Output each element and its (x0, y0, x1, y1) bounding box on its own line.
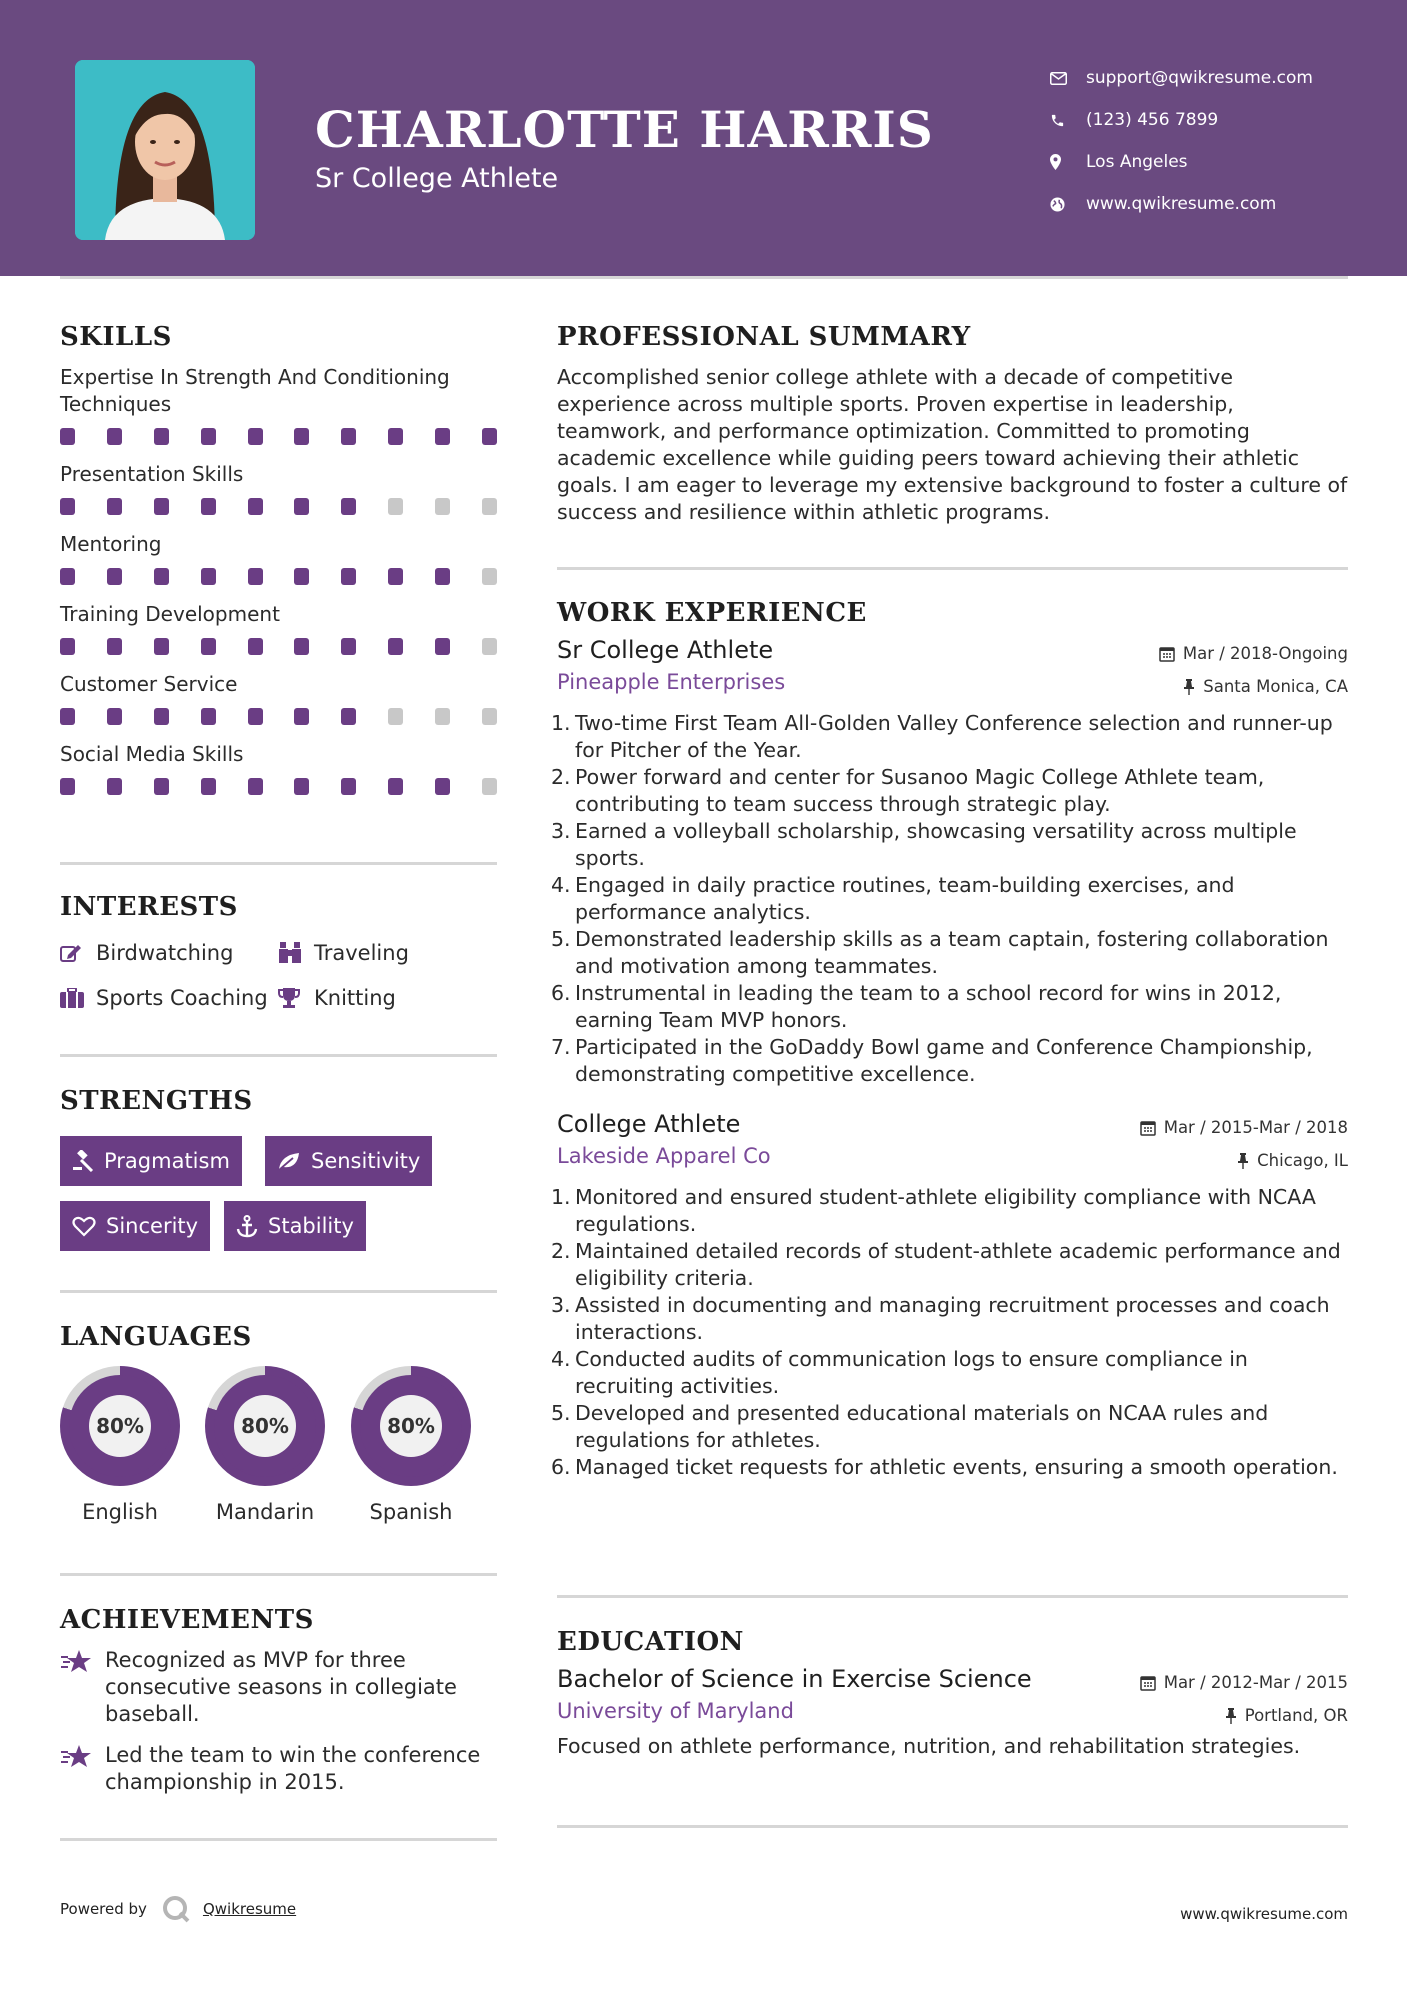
skill-rating (60, 638, 497, 655)
skill-rating (60, 568, 497, 585)
resume-header (0, 0, 1407, 276)
contact-location-text: Los Angeles (1086, 152, 1188, 172)
job-dates (1159, 644, 1348, 663)
skill-rating (60, 428, 497, 445)
rating-dot-filled (435, 638, 450, 655)
rating-dot-filled (201, 498, 216, 515)
contact-website[interactable] (1050, 183, 1313, 225)
bullet-number: 2. (551, 1239, 571, 1263)
rating-dot-empty (482, 568, 497, 585)
skills-list (60, 364, 497, 795)
bullet-number: 6. (551, 1455, 571, 1479)
rating-dot-empty (482, 708, 497, 725)
experience-heading: WORK EXPERIENCE (557, 598, 867, 628)
rating-dot-filled (341, 498, 356, 515)
section-divider (60, 1290, 497, 1293)
section-divider (60, 862, 497, 865)
language-progress-ring (351, 1366, 471, 1486)
job-bullet (551, 1346, 1348, 1400)
bullet-text: Demonstrated leadership skills as a team captain, fostering collaboration and motivation among teammates. (575, 927, 1329, 978)
strength-tag (60, 1136, 242, 1186)
job-location (1183, 677, 1348, 696)
rating-dot-filled (294, 498, 309, 515)
contact-email[interactable] (1050, 57, 1313, 99)
rating-dot-filled (60, 498, 75, 515)
education-location (1225, 1706, 1348, 1725)
summary-text: Accomplished senior college athlete with a decade of competitive experience across multiple sports. Proven expertise in leadership, teamwork, and performance optimization. Committed to promoting academic excellence while guiding peers toward achieving their athletic goals. I am eager to leverage my extensive background to foster a culture of success and resilience within athletic programs. (557, 365, 1348, 524)
rating-dot-filled (388, 568, 403, 585)
skill-item (60, 531, 497, 585)
rating-dot-filled (107, 638, 122, 655)
bullet-text: Power forward and center for Susanoo Magic College Athlete team, contributing to team success through strategic play. (575, 765, 1265, 816)
job-bullet (551, 1454, 1348, 1481)
footer-branding (60, 1894, 296, 1924)
star-icon (60, 1742, 105, 1796)
bullet-number: 3. (551, 819, 571, 843)
bullet-number: 1. (551, 711, 571, 735)
skill-name: Social Media Skills (60, 742, 244, 766)
section-divider (60, 1573, 497, 1576)
rating-dot-filled (341, 428, 356, 445)
skill-item (60, 671, 497, 725)
briefcase-icon (60, 988, 96, 1008)
bullet-number: 5. (551, 927, 571, 951)
section-divider (60, 1054, 497, 1057)
job-bullet (551, 980, 1348, 1034)
contact-phone-text: (123) 456 7899 (1086, 110, 1219, 130)
section-divider (557, 1825, 1348, 1828)
language-name: English (82, 1500, 158, 1524)
rating-dot-filled (107, 428, 122, 445)
bullet-text: Assisted in documenting and managing recruitment processes and coach interactions. (575, 1293, 1330, 1344)
skill-name: Presentation Skills (60, 462, 244, 486)
rating-dot-filled (201, 708, 216, 725)
rating-dot-filled (388, 428, 403, 445)
rating-dot-filled (248, 498, 263, 515)
interests-section (60, 892, 497, 1020)
bullet-text: Monitored and ensured student-athlete eligibility compliance with NCAA regulations. (575, 1185, 1316, 1236)
job-entry (551, 1110, 1348, 1481)
bullet-text: Participated in the GoDaddy Bowl game and Conference Championship, demonstrating competitive excellence. (575, 1035, 1313, 1086)
school-name: University of Maryland (557, 1699, 794, 1723)
rating-dot-filled (154, 778, 169, 795)
job-title: College Athlete (557, 1110, 741, 1138)
bullet-text: Earned a volleyball scholarship, showcasing versatility across multiple sports. (575, 819, 1297, 870)
bullet-text: Maintained detailed records of student-athlete academic performance and eligibility criteria. (575, 1239, 1341, 1290)
job-location-text: Chicago, IL (1257, 1151, 1348, 1170)
rating-dot-filled (435, 568, 450, 585)
bullet-number: 6. (551, 981, 571, 1005)
rating-dot-filled (482, 428, 497, 445)
rating-dot-empty (435, 498, 450, 515)
pin-icon (1183, 679, 1195, 695)
rating-dot-filled (388, 638, 403, 655)
interest-item (60, 930, 233, 975)
trophy-icon (278, 987, 314, 1009)
rating-dot-empty (482, 498, 497, 515)
leaf-icon (277, 1151, 301, 1171)
education-description: Focused on athlete performance, nutrition, and rehabilitation strategies. (557, 1734, 1301, 1758)
rating-dot-filled (248, 568, 263, 585)
education-dates (1140, 1673, 1348, 1692)
interest-label: Knitting (314, 985, 396, 1010)
rating-dot-filled (294, 428, 309, 445)
strength-label: Stability (268, 1214, 354, 1238)
language-percent: 80% (380, 1395, 442, 1457)
language-name: Mandarin (215, 1500, 315, 1524)
achievement-text: Led the team to win the conference championship in 2015. (105, 1743, 481, 1794)
section-divider (557, 1595, 1348, 1598)
job-location-text: Santa Monica, CA (1203, 677, 1348, 696)
calendar-icon (1140, 1120, 1156, 1136)
job-title: Sr College Athlete (557, 636, 774, 664)
heart-icon (72, 1216, 96, 1237)
education-dates-text: Mar / 2012-Mar / 2015 (1163, 1673, 1348, 1692)
skill-item (60, 741, 497, 795)
bullet-text: Instrumental in leading the team to a school record for wins in 2012, earning Team MVP honors. (575, 981, 1282, 1032)
phone-icon (1050, 113, 1086, 128)
job-bullet-list (551, 1184, 1348, 1481)
rating-dot-filled (294, 638, 309, 655)
interest-label: Birdwatching (96, 940, 234, 965)
anchor-icon (236, 1215, 258, 1238)
rating-dot-filled (248, 708, 263, 725)
job-dates-text: Mar / 2018-Ongoing (1182, 644, 1348, 663)
interest-label: Traveling (314, 940, 409, 965)
rating-dot-filled (107, 708, 122, 725)
rating-dot-filled (294, 568, 309, 585)
skill-name: Mentoring (60, 532, 162, 556)
summary-heading: PROFESSIONAL SUMMARY (557, 322, 971, 352)
strength-label: Sensitivity (311, 1149, 421, 1173)
job-dates (1140, 1118, 1348, 1137)
rating-dot-filled (60, 638, 75, 655)
job-location (1237, 1151, 1348, 1170)
job-bullet (551, 1400, 1348, 1454)
job-bullet (551, 1238, 1348, 1292)
footer-website[interactable]: www.qwikresume.com (1180, 1905, 1348, 1923)
rating-dot-filled (60, 708, 75, 725)
bullet-number: 7. (551, 1035, 571, 1059)
calendar-icon (1140, 1675, 1156, 1691)
rating-dot-empty (482, 778, 497, 795)
achievement-text: Recognized as MVP for three consecutive seasons in collegiate baseball. (105, 1648, 457, 1726)
language-progress-ring (205, 1366, 325, 1486)
edit-icon (60, 943, 96, 963)
job-bullet (551, 926, 1348, 980)
rating-dot-filled (341, 638, 356, 655)
pin-icon (1225, 1708, 1237, 1724)
strength-tag (224, 1201, 366, 1251)
skill-item (60, 601, 497, 655)
job-bullet (551, 818, 1348, 872)
education-section (557, 1627, 1348, 1760)
rating-dot-empty (482, 638, 497, 655)
map-pin-icon (1050, 154, 1086, 170)
job-bullet (551, 872, 1348, 926)
rating-dot-empty (435, 708, 450, 725)
bullet-text: Conducted audits of communication logs to ensure compliance in recruiting activities. (575, 1347, 1248, 1398)
skill-item (60, 461, 497, 515)
skill-name: Expertise In Strength And Conditioning Techniques (60, 365, 450, 416)
rating-dot-filled (341, 708, 356, 725)
rating-dot-filled (154, 638, 169, 655)
skills-heading: SKILLS (60, 322, 172, 352)
rating-dot-filled (60, 568, 75, 585)
bullet-text: Managed ticket requests for athletic events, ensuring a smooth operation. (575, 1455, 1338, 1479)
rating-dot-empty (388, 498, 403, 515)
rating-dot-filled (435, 778, 450, 795)
section-divider (60, 1838, 497, 1841)
mail-icon (1050, 72, 1086, 85)
strength-tag (60, 1201, 210, 1251)
job-entry (551, 636, 1348, 1088)
language-progress-ring (60, 1366, 180, 1486)
skill-name: Training Development (60, 602, 280, 626)
contact-website-text: www.qwikresume.com (1086, 194, 1277, 214)
bullet-number: 1. (551, 1185, 571, 1209)
rating-dot-filled (435, 428, 450, 445)
bullet-text: Two-time First Team All-Golden Valley Conference selection and runner-up for Pitcher of the Year. (575, 711, 1333, 762)
achievements-heading: ACHIEVEMENTS (60, 1605, 314, 1635)
contact-list (1050, 57, 1313, 225)
bullet-text: Developed and presented educational materials on NCAA rules and regulations for athletes. (575, 1401, 1269, 1452)
pin-icon (1237, 1153, 1249, 1169)
interests-list (60, 930, 497, 1020)
achievement-item (60, 1647, 497, 1728)
job-bullet-list (551, 710, 1348, 1088)
bullet-number: 4. (551, 1347, 571, 1371)
bullet-number: 4. (551, 873, 571, 897)
rating-dot-filled (154, 708, 169, 725)
interest-label: Sports Coaching (96, 985, 268, 1010)
skills-section (60, 322, 497, 795)
rating-dot-filled (341, 778, 356, 795)
job-bullet (551, 1292, 1348, 1346)
interest-item (278, 975, 396, 1020)
education-entry (557, 1665, 1348, 1760)
rating-dot-filled (294, 708, 309, 725)
rating-dot-filled (154, 568, 169, 585)
gavel-icon (72, 1150, 94, 1172)
summary-section (557, 322, 1348, 526)
language-item (351, 1366, 471, 1524)
achievements-section (60, 1605, 497, 1796)
candidate-title: Sr College Athlete (315, 163, 559, 194)
section-divider (557, 567, 1348, 570)
job-bullet (551, 1034, 1348, 1088)
profile-photo (75, 60, 255, 240)
degree-title: Bachelor of Science in Exercise Science (557, 1665, 1032, 1693)
company-name: Pineapple Enterprises (557, 670, 786, 694)
education-location-text: Portland, OR (1244, 1706, 1348, 1725)
contact-email-text: support@qwikresume.com (1086, 68, 1313, 88)
rating-dot-filled (248, 638, 263, 655)
rating-dot-filled (60, 778, 75, 795)
brand-link[interactable]: Qwikresume (202, 1900, 297, 1918)
rating-dot-filled (341, 568, 356, 585)
language-name: Spanish (369, 1500, 453, 1524)
achievement-item (60, 1742, 497, 1796)
interests-heading: INTERESTS (60, 892, 238, 922)
rating-dot-filled (388, 778, 403, 795)
language-item (60, 1366, 180, 1524)
rating-dot-filled (201, 568, 216, 585)
strengths-heading: STRENGTHS (60, 1086, 253, 1116)
job-bullet (551, 1184, 1348, 1238)
languages-heading: LANGUAGES (60, 1322, 252, 1352)
languages-section (60, 1322, 497, 1542)
contact-phone[interactable] (1050, 99, 1313, 141)
strength-tag (265, 1136, 432, 1186)
globe-icon (1050, 197, 1086, 212)
skill-rating (60, 498, 497, 515)
bullet-text: Engaged in daily practice routines, team-building exercises, and performance analytics. (575, 873, 1235, 924)
rating-dot-filled (107, 498, 122, 515)
language-percent: 80% (234, 1395, 296, 1457)
rating-dot-filled (154, 428, 169, 445)
skill-rating (60, 778, 497, 795)
bullet-number: 3. (551, 1293, 571, 1317)
calendar-icon (1159, 646, 1175, 662)
rating-dot-filled (201, 778, 216, 795)
qwikresume-logo-icon (161, 1894, 191, 1924)
rating-dot-filled (201, 638, 216, 655)
rating-dot-filled (60, 428, 75, 445)
job-bullet (551, 710, 1348, 764)
bullet-number: 5. (551, 1401, 571, 1425)
skill-name: Customer Service (60, 672, 238, 696)
rating-dot-empty (388, 708, 403, 725)
job-dates-text: Mar / 2015-Mar / 2018 (1163, 1118, 1348, 1137)
rating-dot-filled (248, 778, 263, 795)
language-item (205, 1366, 325, 1524)
binoculars-icon (278, 942, 314, 964)
skill-item (60, 364, 497, 445)
interest-item (60, 975, 268, 1020)
rating-dot-filled (248, 428, 263, 445)
rating-dot-filled (107, 568, 122, 585)
interest-item (278, 930, 409, 975)
powered-by-text: Powered by (60, 1900, 147, 1918)
skill-rating (60, 708, 497, 725)
strength-label: Sincerity (106, 1214, 199, 1238)
rating-dot-filled (154, 498, 169, 515)
strength-label: Pragmatism (104, 1149, 230, 1173)
job-bullet (551, 764, 1348, 818)
rating-dot-filled (294, 778, 309, 795)
strengths-section (60, 1086, 497, 1256)
contact-location (1050, 141, 1313, 183)
education-heading: EDUCATION (557, 1627, 744, 1657)
language-percent: 80% (89, 1395, 151, 1457)
rating-dot-filled (107, 778, 122, 795)
experience-section (551, 598, 1348, 1481)
header-divider (60, 276, 1348, 279)
rating-dot-filled (201, 428, 216, 445)
candidate-name: CHARLOTTE HARRIS (315, 100, 934, 159)
bullet-number: 2. (551, 765, 571, 789)
star-icon (60, 1647, 105, 1728)
company-name: Lakeside Apparel Co (557, 1144, 771, 1168)
